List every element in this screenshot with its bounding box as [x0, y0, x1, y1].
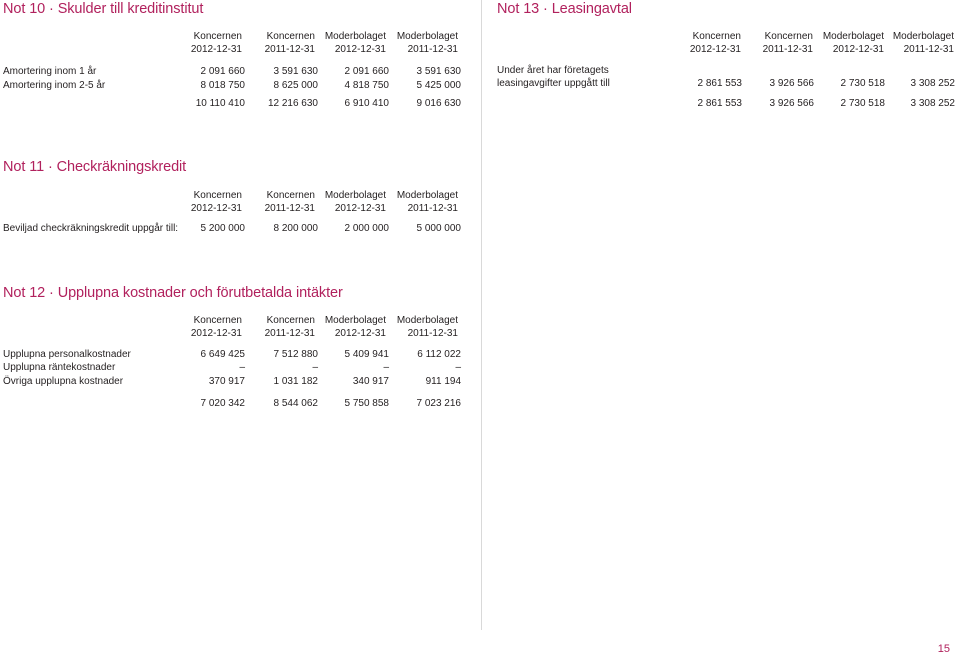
row-label-line1: Under året har företagets — [497, 65, 609, 76]
not10-col1-header: Koncernen 2012-12-31 — [190, 31, 242, 55]
table-row — [3, 348, 470, 361]
cell-value: 911 194 — [425, 376, 461, 387]
not12-col3-header: Moderbolaget 2012-12-31 — [324, 315, 386, 339]
not11-col2-header: Koncernen 2011-12-31 — [264, 190, 315, 214]
not13-col2-header: Koncernen 2011-12-31 — [762, 31, 813, 55]
cell-value: – — [383, 362, 389, 373]
not10-col3-header: Moderbolaget 2012-12-31 — [324, 31, 386, 55]
total-value: 7 023 216 — [416, 398, 461, 409]
cell-value: 5 000 000 — [416, 223, 461, 234]
cell-value: 5 425 000 — [416, 80, 461, 91]
not13-col1-header: Koncernen 2012-12-31 — [689, 31, 741, 55]
total-value: 7 020 342 — [200, 398, 245, 409]
cell-value: 7 512 880 — [273, 349, 318, 360]
total-value: 12 216 630 — [267, 98, 318, 109]
cell-value: 6 112 022 — [417, 349, 461, 360]
table-row — [3, 222, 470, 235]
table-row — [3, 361, 470, 374]
total-row — [3, 97, 470, 110]
table-row — [3, 375, 470, 388]
not13-title: Not 13 · Leasingavtal — [497, 1, 632, 17]
cell-value: 1 031 182 — [273, 376, 318, 387]
cell-value: 2 091 660 — [344, 66, 389, 77]
cell-value: 5 200 000 — [200, 223, 245, 234]
total-value: 3 308 252 — [910, 98, 955, 109]
table-row — [3, 65, 470, 78]
row-label: Upplupna personalkostnader — [3, 349, 131, 360]
not13-col3-header: Moderbolaget 2012-12-31 — [822, 31, 884, 55]
table-row — [3, 79, 470, 92]
total-value: 3 926 566 — [769, 98, 814, 109]
cell-value: – — [312, 362, 318, 373]
cell-value: 3 591 630 — [273, 66, 318, 77]
cell-value: 2 861 553 — [697, 78, 742, 89]
cell-value: 5 409 941 — [344, 349, 389, 360]
column-divider — [481, 0, 482, 630]
not12-col4-header: Moderbolaget 2011-12-31 — [396, 315, 458, 339]
total-row — [3, 397, 470, 410]
not10-header — [0, 30, 470, 58]
not12-title: Not 12 · Upplupna kostnader och förutbetalda intäkter — [3, 285, 343, 301]
not13-col4-header: Moderbolaget 2011-12-31 — [892, 31, 954, 55]
row-label: Övriga upplupna kostnader — [3, 376, 124, 387]
not11-header — [0, 189, 470, 217]
total-value: 9 016 630 — [416, 98, 461, 109]
row-label: Amortering inom 1 år — [3, 66, 97, 77]
cell-value: – — [239, 362, 245, 373]
cell-value: 8 018 750 — [200, 80, 245, 91]
total-value: 8 544 062 — [273, 398, 318, 409]
cell-value: 2 730 518 — [840, 78, 885, 89]
not11-title: Not 11 · Checkräkningskredit — [3, 159, 187, 175]
not12-col1-header: Koncernen 2012-12-31 — [190, 315, 242, 339]
cell-value: – — [455, 362, 461, 373]
cell-value: 2 000 000 — [344, 223, 389, 234]
not10-col4-header: Moderbolaget 2011-12-31 — [396, 31, 458, 55]
not10-col2-header: Koncernen 2011-12-31 — [264, 31, 315, 55]
total-value: 6 910 410 — [344, 98, 389, 109]
not13-header — [490, 30, 960, 58]
total-value: 2 861 553 — [697, 98, 742, 109]
not10-title: Not 10 · Skulder till kreditinstitut — [3, 1, 204, 17]
row-label: Beviljad checkräkningskredit uppgår till: — [3, 223, 179, 234]
row-label: Upplupna räntekostnader — [3, 362, 116, 373]
cell-value: 3 591 630 — [416, 66, 461, 77]
table-row — [497, 64, 960, 92]
cell-value: 2 091 660 — [200, 66, 245, 77]
total-row — [497, 97, 960, 110]
not12-header — [0, 314, 470, 342]
cell-value: 370 917 — [208, 376, 245, 387]
total-value: 2 730 518 — [840, 98, 885, 109]
not11-col4-header: Moderbolaget 2011-12-31 — [396, 190, 458, 214]
row-label-line2: leasingavgifter uppgått till — [497, 78, 610, 89]
cell-value: 3 926 566 — [769, 78, 814, 89]
page-number: 15 — [937, 643, 950, 655]
cell-value: 3 308 252 — [910, 78, 955, 89]
cell-value: 6 649 425 — [200, 349, 245, 360]
total-value: 5 750 858 — [344, 398, 389, 409]
cell-value: 8 625 000 — [273, 80, 318, 91]
cell-value: 8 200 000 — [273, 223, 318, 234]
total-value: 10 110 410 — [195, 98, 245, 109]
not12-col2-header: Koncernen 2011-12-31 — [264, 315, 315, 339]
cell-value: 340 917 — [352, 376, 389, 387]
not11-col1-header: Koncernen 2012-12-31 — [190, 190, 242, 214]
not11-col3-header: Moderbolaget 2012-12-31 — [324, 190, 386, 214]
row-label: Amortering inom 2-5 år — [3, 80, 106, 91]
cell-value: 4 818 750 — [344, 80, 389, 91]
